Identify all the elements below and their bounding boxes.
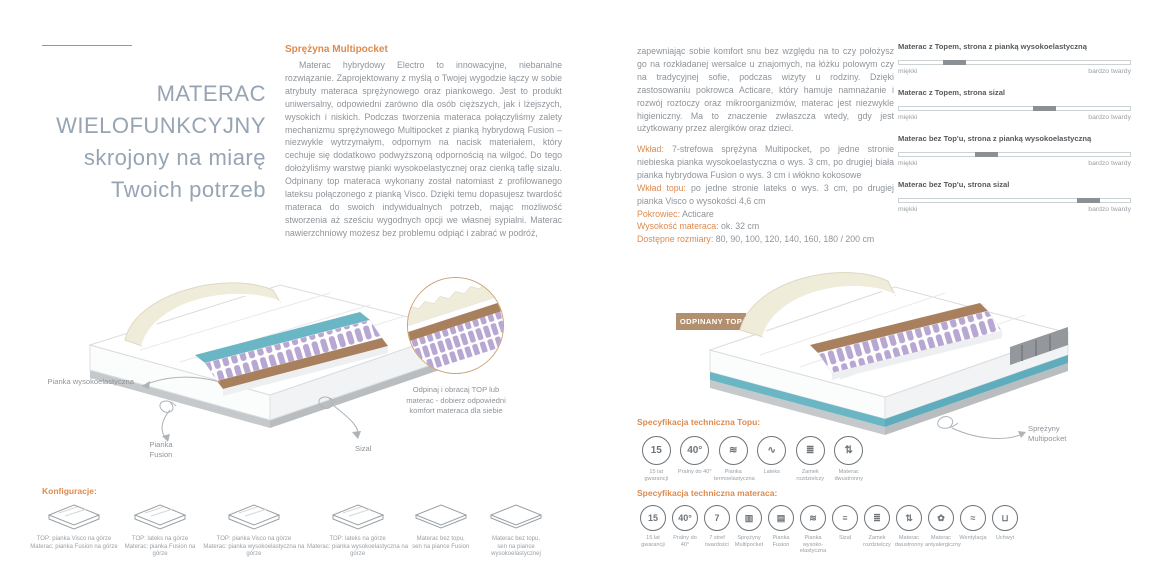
thermoelastic-foam-icon: ≋ — [719, 436, 748, 465]
spec-icon-caption: 7 stref twardości — [705, 535, 729, 548]
firmness-scale — [898, 134, 1131, 167]
config-item: Materac bez topu, sen na piance Fusion — [409, 503, 472, 559]
spec-line — [637, 182, 894, 208]
spec-icon-caption: Pianka Fusion — [772, 535, 790, 548]
layer-label-sisal: Sizal — [355, 444, 372, 453]
page-title-line: skrojony na miarę — [83, 145, 266, 170]
scale-max-label: bardzo twardy — [1088, 68, 1131, 75]
spec-icon-item — [676, 436, 715, 482]
firmness-scale-bar — [898, 106, 1131, 111]
spec-icon-caption: Pralny do 40° — [673, 535, 697, 548]
spec-label: Pokrowiec: — [637, 208, 681, 219]
firmness-scale-marker — [943, 60, 966, 65]
spec-icon-item — [714, 436, 753, 482]
spec-icon-item — [701, 505, 733, 555]
layer-label-multipocket-springs: Sprężyny Multipocket — [1028, 424, 1067, 443]
spec-label: Dostępne rozmiary: — [637, 234, 714, 245]
spec-line — [637, 143, 894, 182]
spec-icon-item — [893, 505, 925, 555]
spec-value: ok. 32 cm — [721, 221, 760, 232]
firmness-scales — [898, 42, 1131, 226]
spec-line — [637, 208, 894, 221]
spec-icon-caption: Zamek rozdzielczy — [796, 469, 825, 482]
mattress-config-icon — [414, 503, 468, 531]
mattress-config-icon — [133, 503, 187, 531]
intro-paragraph: Materac hybrydowy Electro to innowacyjne, niebanalne rozwiązanie. Zaprojektowany z myślą o Twojej wygodzie łączy w sobie atrybuty materaca sprężynowego oraz piankowego. Jest to produkt uniwersalny, odpowiedni zarówno dla osób cięższych, jak i lżejszych, wysokich i niskich. Podczas tworzenia materaca połączyliśmy zalety mechanizmu sprężynowego Multipocket z pianką hybrydową Fusion – niezwykle wytrzymałym, odpornym na nacisk materiałem, który cechuje się dodatkowo podwyższoną odpornością na wilgoć. Do tego dołożyliśmy warstwę pianki wysokoelastycznej oraz cienką taflę sizalu. Odpinany top materaca wykonany został natomiast z profilowanego lateksu połączonego z pianką Visco. Dzięki temu dopasujesz twardość materaca do swoich indywidualnych potrzeb, mając możliwość stworzenia aż sześciu wygodnych opcji we własnej sypialni. Materac nawierzchniowy możesz bez problemu odpiąć i zabrać w podróż, — [285, 60, 562, 238]
separating-zipper-icon: ≣ — [864, 505, 890, 531]
config-caption: TOP: pianka Visco na górze — [36, 536, 112, 542]
spec-icon-caption: Wentylacja — [959, 535, 987, 541]
spec-value: 80, 90, 100, 120, 140, 160, 180 / 200 cm — [715, 234, 875, 245]
firmness-scale-label: Materac bez Top'u, strona sizal — [898, 180, 1010, 189]
spec-icon-caption: Pianka termoelastyczna — [714, 469, 755, 482]
two-sided-mattress-icon: ⇅ — [834, 436, 863, 465]
hardness-zones-7-icon: 7 — [704, 505, 730, 531]
spec-icon-caption: Lateks — [763, 469, 780, 475]
washable-40-icon: 40° — [672, 505, 698, 531]
latex-icon: ∿ — [757, 436, 786, 465]
spec-icon-item — [829, 505, 861, 555]
layer-label-high-elastic-foam: Pianka wysokoelastyczna — [47, 377, 134, 386]
spec-line — [637, 220, 894, 233]
layer-label-fusion-foam: Pianka Fusion — [149, 440, 173, 459]
anti-allergic-icon: ✿ — [928, 505, 954, 531]
spec-icon-caption: Pianka wysoko- elastyczna — [799, 535, 827, 554]
config-item: TOP: pianka Visco na górze Materac: pianka Fusion na górze — [30, 503, 118, 559]
warranty-15-years-icon: 15 — [642, 436, 671, 465]
spec-icon-item — [637, 505, 669, 555]
multipocket-springs-icon: ▥ — [736, 505, 762, 531]
label-arrows — [938, 417, 1026, 439]
spec-label: Wkład: — [637, 144, 664, 154]
scale-min-label: miękki — [898, 160, 918, 167]
spec-icon-item — [861, 505, 893, 555]
mattress-config-icon — [47, 503, 101, 531]
handle-icon: ⊔ — [992, 505, 1018, 531]
ventilation-icon: ≈ — [960, 505, 986, 531]
section-heading: Sprężyna Multipocket — [285, 44, 388, 55]
spec-icon-caption: 15 lat gwarancji — [644, 469, 669, 482]
spec-icon-item — [989, 505, 1021, 555]
layers-callout-detail — [408, 278, 504, 374]
spec-top-heading: Specyfikacja techniczna Topu: — [637, 417, 761, 427]
spec-icon-caption: Materac dwustronny — [894, 535, 924, 548]
mattress-config-icon — [489, 503, 543, 531]
two-sided-mattress-icon: ⇅ — [896, 505, 922, 531]
konfiguracje-row — [30, 503, 560, 559]
spec-icon-item — [669, 505, 701, 555]
firmness-scale — [898, 180, 1131, 213]
firmness-scale-label: Materac bez Top'u, strona z pianką wysokoelastyczną — [898, 134, 1092, 143]
scale-min-label: miękki — [898, 114, 918, 121]
callout-text: Odpinaj i obracaj TOP lub materac - dobierz odpowiedni komfort materaca dla siebie — [406, 385, 506, 415]
firmness-scale-marker — [1033, 106, 1056, 111]
config-item: Materac bez topu, sen na piance wysokoelastycznej — [472, 503, 560, 559]
scale-max-label: bardzo twardy — [1088, 206, 1131, 213]
page-title — [12, 78, 266, 206]
washable-40-icon: 40° — [680, 436, 709, 465]
config-caption: TOP: lateks na górze — [329, 536, 386, 542]
spec-icon-item — [797, 505, 829, 555]
spec-icon-caption: Sizal — [838, 535, 852, 541]
spec-value: 7-strefowa sprężyna Multipocket, po jedne stronie niebieska pianka wysokoelastyczna o wys. 3 cm, po drugiej biała pianka hybrydowa Fusion o wys. 3 cm i włókno kokosowe — [637, 144, 894, 180]
config-caption: TOP: lateks na górze — [131, 536, 189, 542]
config-caption: TOP: pianka Visco na górze — [216, 536, 292, 542]
spec-icon-item — [765, 505, 797, 555]
firmness-scale-bar — [898, 152, 1131, 157]
title-accent-rule — [42, 45, 132, 46]
config-item: TOP: lateks na górze Materac: pianka Fusion na górze — [118, 503, 202, 559]
config-item: TOP: pianka Visco na górze Materac: pianka wysokoelastyczna na górze — [202, 503, 306, 559]
page-title-line: Twoich potrzeb — [111, 177, 266, 202]
spec-mattress-icon-row — [637, 505, 1021, 555]
mattress-config-icon — [331, 503, 385, 531]
spec-icon-caption: Pralny do 40° — [677, 469, 712, 475]
scale-min-label: miękki — [898, 206, 918, 213]
spec-icon-caption: 15 lat gwarancji — [641, 535, 665, 548]
separating-zipper-icon: ≣ — [796, 436, 825, 465]
spec-value: Acticare — [682, 208, 714, 219]
scale-max-label: bardzo twardy — [1088, 160, 1131, 167]
high-elastic-foam-icon: ≋ — [800, 505, 826, 531]
page-title-line: MATERAC — [156, 81, 266, 106]
spec-icon-item — [830, 436, 869, 482]
konfiguracje-heading: Konfiguracje: — [42, 486, 97, 496]
spec-value: po jedne stronie lateks o wys. 3 cm, po drugiej pianka Visco o wysokości 4,6 cm — [637, 182, 894, 206]
firmness-scale-marker — [1077, 198, 1100, 203]
firmness-scale-marker — [975, 152, 998, 157]
firmness-scale-bar — [898, 198, 1131, 203]
spec-mattress-heading: Specyfikacja techniczna materaca: — [637, 488, 778, 498]
scale-max-label: bardzo twardy — [1088, 114, 1131, 121]
firmness-scale — [898, 42, 1131, 75]
firmness-scale — [898, 88, 1131, 121]
config-item: TOP: lateks na górze Materac: pianka wysokoelastyczna na górze — [306, 503, 410, 559]
sisal-icon: ≡ — [832, 505, 858, 531]
page-title-line: WIELOFUNKCYJNY — [56, 113, 266, 138]
spec-top-icon-row — [637, 436, 869, 482]
layers-callout-circle — [407, 277, 504, 374]
spec-icon-item — [637, 436, 676, 482]
scale-min-label: miękki — [898, 68, 918, 75]
fusion-foam-icon: ▤ — [768, 505, 794, 531]
spec-icon-item — [733, 505, 765, 555]
spec-icon-caption: Materac dwustronny — [834, 469, 864, 482]
spec-icon-caption: Sprężyny Multipocket — [734, 535, 764, 548]
warranty-15-years-icon: 15 — [640, 505, 666, 531]
firmness-scale-bar — [898, 60, 1131, 65]
spec-label: Wkład topu: — [637, 182, 686, 193]
spec-icon-item — [791, 436, 830, 482]
firmness-scale-label: Materac z Topem, strona sizal — [898, 88, 1006, 97]
spec-icon-item — [753, 436, 792, 482]
continuation-paragraph: zapewniając sobie komfort snu bez względu na to czy położysz go na rozkładanej wersalce u znajomych, na łóżku polowym czy na tradycyjnej sofie, podczas wizyty u rodziny. Dzięki zastosowaniu pokrowca Acticare, który hamuje namnażanie i rozwój roztoczy oraz mikroorganizmów, materac jest niezwykle higieniczny. Ma to znaczenie zwłaszcza wtedy, gdy jest użytkowany przez alergików oraz dzieci. — [637, 46, 894, 134]
detachable-top-badge: ODPINANY TOP — [676, 313, 746, 330]
spec-list — [637, 143, 894, 246]
config-caption: Materac bez topu, — [491, 536, 540, 542]
mattress-config-icon — [227, 503, 281, 531]
config-caption: Materac bez topu, — [416, 536, 465, 542]
spec-icon-item — [957, 505, 989, 555]
spec-icon-caption: Uchwyt — [995, 535, 1015, 541]
spec-icon-item — [925, 505, 961, 555]
spec-label: Wysokość materaca: — [637, 221, 719, 232]
spec-icon-caption: Materac antyalergiczny — [925, 535, 961, 548]
firmness-scale-label: Materac z Topem, strona z pianką wysokoelastyczną — [898, 42, 1087, 51]
spec-icon-caption: Zamek rozdzielczy — [863, 535, 891, 548]
